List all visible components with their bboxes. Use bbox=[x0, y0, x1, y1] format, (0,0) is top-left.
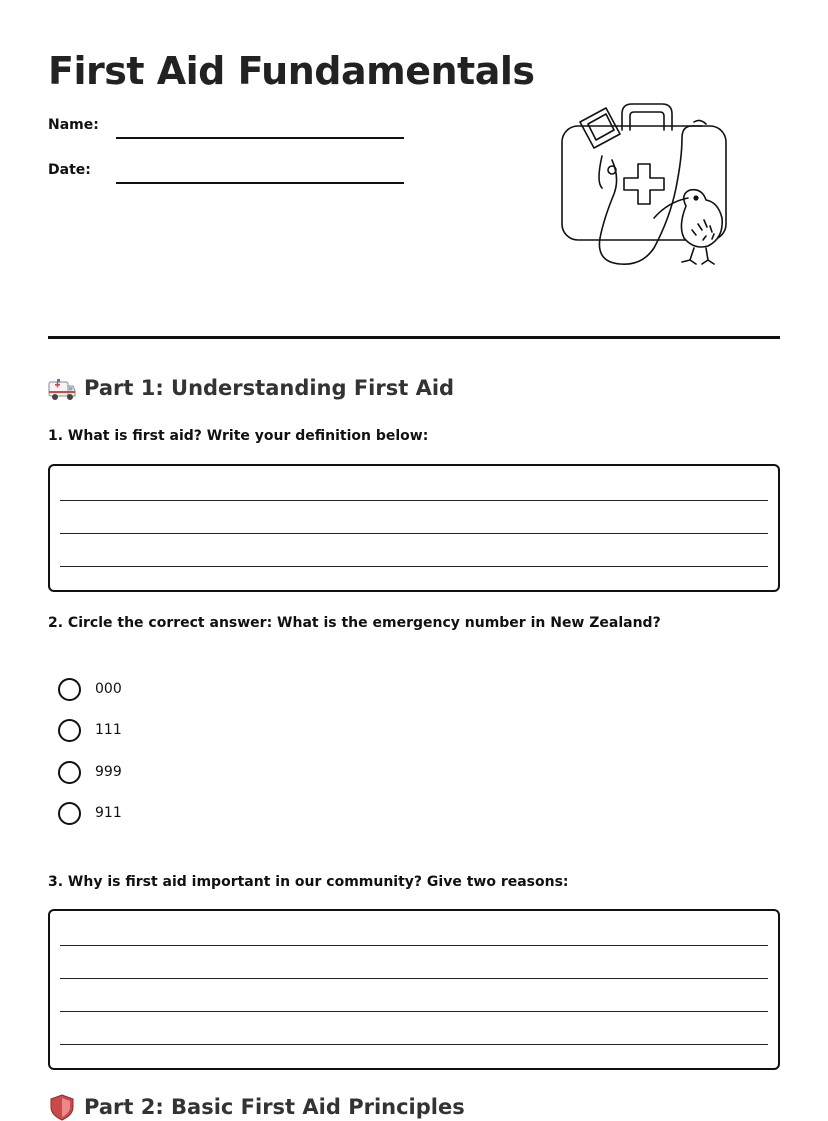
radio-circle[interactable] bbox=[58, 802, 81, 825]
writing-line bbox=[60, 500, 768, 501]
option-label: 911 bbox=[95, 805, 122, 821]
worksheet-page bbox=[48, 0, 780, 1118]
question-2: 2. Circle the correct answer: What is the emergency number in New Zealand? bbox=[48, 615, 661, 631]
option-000[interactable] bbox=[58, 676, 258, 702]
name-label: Name: bbox=[48, 117, 99, 133]
writing-line bbox=[60, 566, 768, 567]
date-label: Date: bbox=[48, 162, 91, 178]
radio-circle[interactable] bbox=[58, 678, 81, 701]
question-3: 3. Why is first aid important in our community? Give two reasons: bbox=[48, 874, 569, 890]
name-field bbox=[48, 117, 408, 143]
part2-heading bbox=[48, 1093, 465, 1121]
option-label: 111 bbox=[95, 722, 122, 738]
radio-circle[interactable] bbox=[58, 719, 81, 742]
page-title: First Aid Fundamentals bbox=[48, 49, 535, 93]
option-999[interactable] bbox=[58, 759, 258, 785]
option-label: 000 bbox=[95, 681, 122, 697]
writing-line bbox=[60, 1044, 768, 1045]
writing-line bbox=[60, 1011, 768, 1012]
option-911[interactable] bbox=[58, 800, 258, 826]
date-input-line[interactable] bbox=[116, 182, 404, 184]
answer-box-1[interactable] bbox=[48, 464, 780, 592]
part1-heading bbox=[48, 374, 454, 402]
section-divider bbox=[48, 336, 780, 339]
first-aid-kit-kiwi-icon bbox=[558, 98, 730, 270]
ambulance-icon bbox=[48, 374, 76, 402]
writing-line bbox=[60, 533, 768, 534]
answer-box-3[interactable] bbox=[48, 909, 780, 1070]
shield-icon bbox=[48, 1093, 76, 1121]
part2-heading-text: Part 2: Basic First Aid Principles bbox=[84, 1095, 465, 1119]
question-1: 1. What is first aid? Write your definition below: bbox=[48, 428, 429, 444]
part1-heading-text: Part 1: Understanding First Aid bbox=[84, 376, 455, 400]
date-field bbox=[48, 162, 408, 188]
writing-line bbox=[60, 978, 768, 979]
option-111[interactable] bbox=[58, 717, 258, 743]
writing-line bbox=[60, 945, 768, 946]
name-input-line[interactable] bbox=[116, 137, 404, 139]
radio-circle[interactable] bbox=[58, 761, 81, 784]
option-label: 999 bbox=[95, 764, 122, 780]
